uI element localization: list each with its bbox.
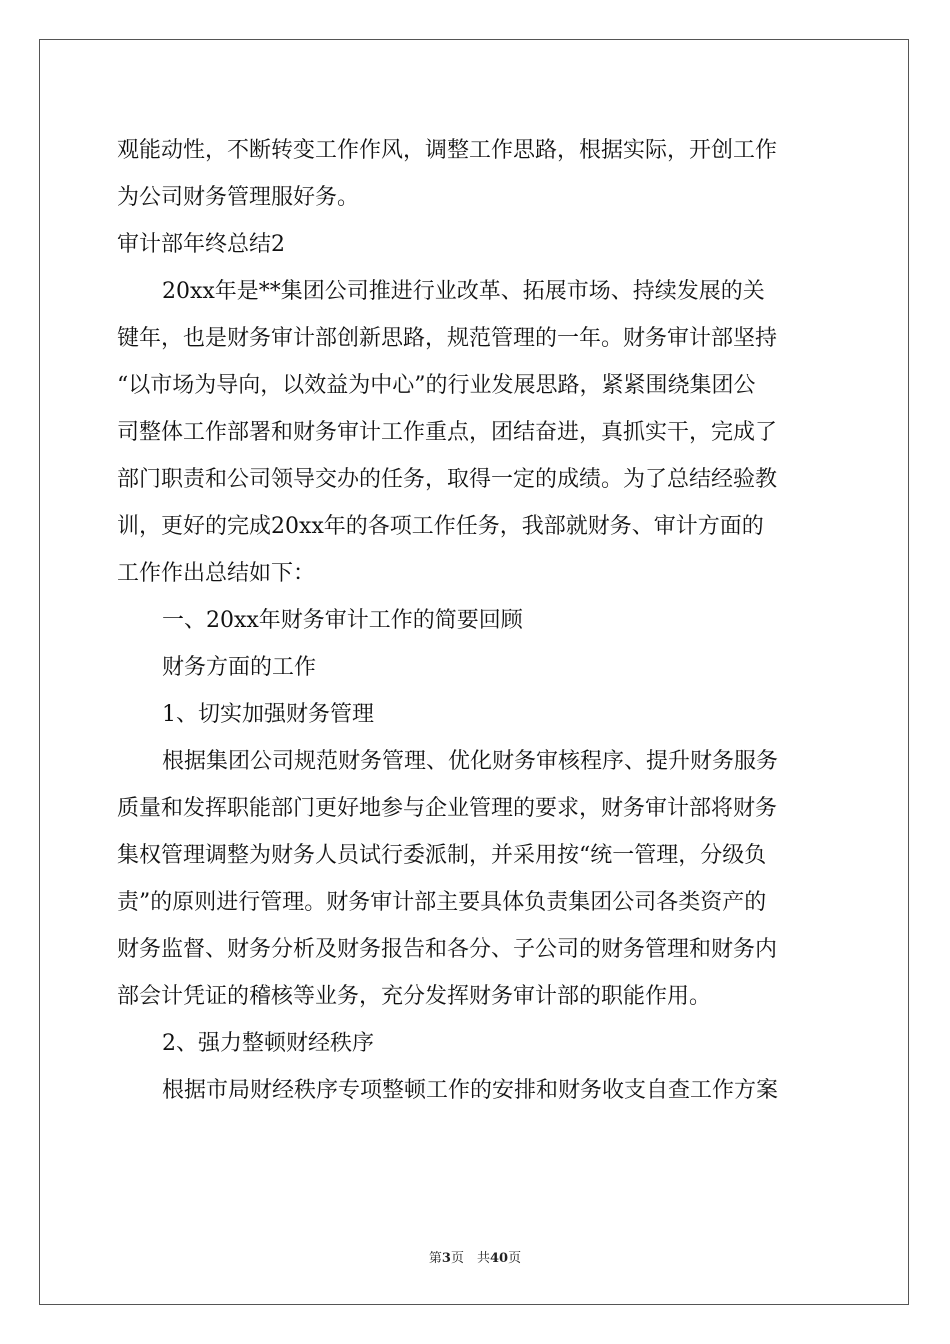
text-line: 训，更好的完成20xx年的各项工作任务，我部就财务、审计方面的 (117, 514, 764, 539)
document-body (117, 127, 837, 1114)
current-page-number: 3 (441, 1251, 451, 1266)
text-line: 键年，也是财务审计部创新思路，规范管理的一年。财务审计部坚持 (117, 326, 778, 351)
page-footer (0, 1247, 950, 1266)
footer-middle: 页 共 (450, 1251, 490, 1266)
subheading: 财务方面的工作 (162, 655, 317, 680)
section-heading: 审计部年终总结2 (117, 232, 285, 257)
total-pages-number: 40 (489, 1251, 509, 1266)
text-line: 20xx年是**集团公司推进行业改革、拓展市场、持续发展的关 (162, 279, 765, 304)
text-line: “以市场为导向，以效益为中心”的行业发展思路，紧紧围绕集团公 (117, 373, 756, 398)
subheading: 1、切实加强财务管理 (162, 702, 374, 727)
text-line: 观能动性，不断转变工作作风，调整工作思路，根据实际，开创工作 (117, 138, 778, 163)
text-line: 为公司财务管理服好务。 (117, 185, 360, 210)
text-line: 质量和发挥职能部门更好地参与企业管理的要求，财务审计部将财务 (117, 796, 778, 821)
footer-suffix: 页 (508, 1251, 522, 1266)
subheading: 一、20xx年财务审计工作的简要回顾 (162, 608, 523, 633)
text-line: 工作作出总结如下： (117, 561, 316, 586)
text-line: 司整体工作部署和财务审计工作重点，团结奋进，真抓实干，完成了 (117, 420, 778, 445)
text-line: 根据市局财经秩序专项整顿工作的安排和财务收支自查工作方案 (162, 1078, 779, 1103)
text-line: 根据集团公司规范财务管理、优化财务审核程序、提升财务服务 (162, 749, 779, 774)
text-line: 责”的原则进行管理。财务审计部主要具体负责集团公司各类资产的 (117, 890, 767, 915)
footer-prefix: 第 (428, 1251, 442, 1266)
text-line: 部门职责和公司领导交办的任务，取得一定的成绩。为了总结经验教 (117, 467, 778, 492)
subheading: 2、强力整顿财经秩序 (162, 1031, 374, 1056)
text-line: 部会计凭证的稽核等业务，充分发挥财务审计部的职能作用。 (117, 984, 712, 1009)
text-line: 集权管理调整为财务人员试行委派制，并采用按“统一管理，分级负 (117, 843, 767, 868)
text-line: 财务监督、财务分析及财务报告和各分、子公司的财务管理和财务内 (117, 937, 778, 962)
